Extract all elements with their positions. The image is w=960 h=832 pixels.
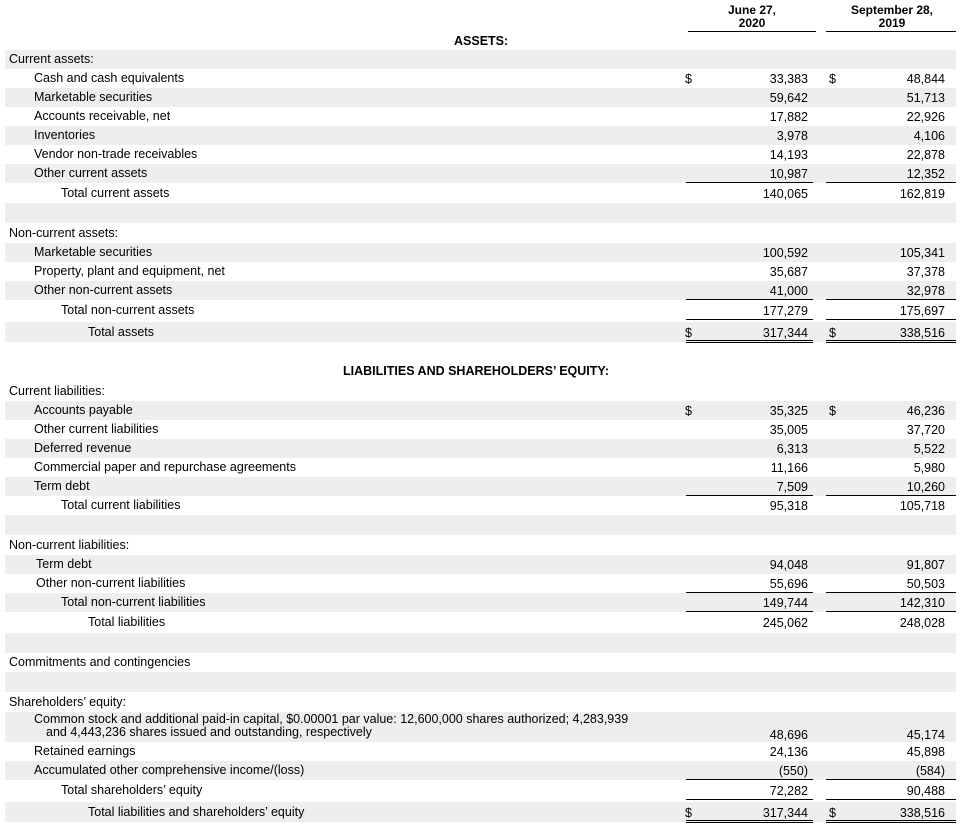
value-june-2020: 177,279 xyxy=(762,304,808,318)
total-double-underline xyxy=(686,820,813,823)
table-row xyxy=(5,281,956,300)
table-row xyxy=(5,458,956,477)
table-row xyxy=(5,653,956,672)
row-label: Total liabilities xyxy=(88,615,166,629)
row-label: Commitments and contingencies xyxy=(9,655,191,669)
table-row xyxy=(5,496,956,515)
table-row xyxy=(5,555,956,574)
row-label: Deferred revenue xyxy=(34,441,132,455)
value-june-2020: 6,313 xyxy=(776,442,808,456)
table-row xyxy=(5,164,956,183)
row-label-continued: and 4,443,236 shares issued and outstanding, respectively xyxy=(46,725,372,739)
table-row xyxy=(5,613,956,632)
currency-symbol: $ xyxy=(829,72,836,86)
value-september-2019: 5,522 xyxy=(913,442,945,456)
column-header-september-2019 xyxy=(828,4,956,30)
spacer-row xyxy=(5,203,956,223)
value-june-2020: 7,509 xyxy=(776,480,808,494)
currency-symbol: $ xyxy=(829,404,836,418)
value-september-2019: 32,978 xyxy=(906,284,945,298)
value-september-2019: 4,106 xyxy=(913,129,945,143)
value-september-2019: 248,028 xyxy=(899,616,945,630)
row-label: Other non-current assets xyxy=(34,283,173,297)
value-june-2020: 24,136 xyxy=(769,745,808,759)
row-label: Total non-current liabilities xyxy=(61,595,206,609)
subtotal-underline xyxy=(686,299,813,300)
value-june-2020: 55,696 xyxy=(769,577,808,591)
value-june-2020: 35,005 xyxy=(769,423,808,437)
value-september-2019: 37,720 xyxy=(906,423,945,437)
currency-symbol: $ xyxy=(829,806,836,820)
value-september-2019: 50,503 xyxy=(906,577,945,591)
subtotal-underline xyxy=(686,799,813,800)
column-header-line: 2020 xyxy=(738,16,766,30)
header-underline xyxy=(826,31,956,32)
value-september-2019: 5,980 xyxy=(913,461,945,475)
value-june-2020: 17,882 xyxy=(769,110,808,124)
value-june-2020: 94,048 xyxy=(769,558,808,572)
column-header-june-2020 xyxy=(690,4,814,30)
row-label: Commercial paper and repurchase agreements xyxy=(34,460,296,474)
table-row xyxy=(5,301,956,320)
table-row xyxy=(5,802,956,822)
value-september-2019: 142,310 xyxy=(899,596,945,610)
row-label: Total current assets xyxy=(61,186,170,200)
column-header-line: June 27, xyxy=(727,3,777,17)
subtotal-underline xyxy=(686,611,813,612)
row-label: Total shareholders’ equity xyxy=(61,783,203,797)
spacer-row xyxy=(5,633,956,653)
row-label: Accumulated other comprehensive income/(loss) xyxy=(34,763,305,777)
currency-symbol: $ xyxy=(685,72,692,86)
value-june-2020: 33,383 xyxy=(769,72,808,86)
value-june-2020: 149,744 xyxy=(762,596,808,610)
table-row xyxy=(5,574,956,593)
subtotal-underline xyxy=(826,611,956,612)
value-june-2020: 72,282 xyxy=(769,784,808,798)
row-label: Accounts receivable, net xyxy=(34,109,171,123)
row-label: Accounts payable xyxy=(34,403,133,417)
value-september-2019: 338,516 xyxy=(899,326,945,340)
row-label: Term debt xyxy=(34,479,90,493)
value-september-2019: 37,378 xyxy=(906,265,945,279)
row-label: Non-current assets: xyxy=(9,226,119,240)
row-label: Marketable securities xyxy=(34,245,153,259)
table-row xyxy=(5,69,956,88)
row-label: Retained earnings xyxy=(34,744,136,758)
value-june-2020: 11,166 xyxy=(770,461,808,475)
table-row xyxy=(5,761,956,780)
value-september-2019: 175,697 xyxy=(899,304,945,318)
value-september-2019: 162,819 xyxy=(899,187,945,201)
header-underline xyxy=(688,31,816,32)
row-label: Inventories xyxy=(34,128,96,142)
value-june-2020: 95,318 xyxy=(769,499,808,513)
value-june-2020: 59,642 xyxy=(769,91,808,105)
table-row xyxy=(5,536,956,555)
subtotal-underline xyxy=(826,299,956,300)
table-row xyxy=(5,382,956,401)
table-row xyxy=(5,184,956,203)
value-september-2019: 12,352 xyxy=(906,167,945,181)
value-september-2019: 91,807 xyxy=(906,558,945,572)
table-row xyxy=(5,401,956,420)
value-september-2019: 90,488 xyxy=(906,784,945,798)
row-label: Current liabilities: xyxy=(9,384,105,398)
total-double-underline xyxy=(826,820,956,823)
value-june-2020: 140,065 xyxy=(762,187,808,201)
subtotal-underline xyxy=(686,779,813,780)
value-september-2019: 46,236 xyxy=(906,404,945,418)
row-label: Other current assets xyxy=(34,166,148,180)
section-title-liabilities: LIABILITIES AND SHAREHOLDERS’ EQUITY: xyxy=(343,364,609,378)
subtotal-underline xyxy=(826,799,956,800)
value-june-2020: 317,344 xyxy=(762,806,808,820)
currency-symbol: $ xyxy=(685,404,692,418)
table-row xyxy=(5,593,956,612)
column-header-line: September 28, xyxy=(850,3,934,17)
spacer-row xyxy=(5,672,956,692)
row-label: Current assets: xyxy=(9,52,94,66)
subtotal-underline xyxy=(686,182,813,183)
spacer-row xyxy=(5,515,956,535)
value-june-2020: 35,687 xyxy=(769,265,808,279)
value-september-2019: 22,926 xyxy=(906,110,945,124)
table-row xyxy=(5,88,956,107)
table-row xyxy=(5,145,956,164)
table-row xyxy=(5,439,956,458)
value-june-2020: 100,592 xyxy=(762,246,808,260)
table-row xyxy=(5,742,956,761)
value-september-2019: 22,878 xyxy=(906,148,945,162)
row-label: Non-current liabilities: xyxy=(9,538,130,552)
table-row xyxy=(5,322,956,342)
row-label: Total current liabilities xyxy=(61,498,181,512)
value-june-2020: 245,062 xyxy=(762,616,808,630)
table-row xyxy=(5,693,956,712)
row-label: Total assets xyxy=(88,325,155,339)
value-september-2019: 45,174 xyxy=(906,728,945,742)
section-title-assets: ASSETS: xyxy=(454,34,509,48)
table-row xyxy=(5,126,956,145)
table-row xyxy=(5,243,956,262)
value-june-2020: 3,978 xyxy=(776,129,808,143)
currency-symbol: $ xyxy=(685,806,692,820)
value-june-2020: 35,325 xyxy=(769,404,808,418)
value-june-2020: 317,344 xyxy=(762,326,808,340)
value-september-2019: 105,718 xyxy=(899,499,945,513)
value-june-2020: 10,987 xyxy=(769,167,808,181)
row-label: Other non-current liabilities xyxy=(36,576,186,590)
table-row xyxy=(5,712,956,742)
row-label: Other current liabilities xyxy=(34,422,159,436)
row-label: Total non-current assets xyxy=(61,303,195,317)
value-september-2019: (584) xyxy=(915,764,945,778)
value-june-2020: 48,696 xyxy=(769,728,808,742)
value-september-2019: 338,516 xyxy=(899,806,945,820)
row-label: Term debt xyxy=(36,557,92,571)
table-row xyxy=(5,50,956,69)
table-row xyxy=(5,781,956,800)
value-june-2020: 41,000 xyxy=(769,284,808,298)
subtotal-underline xyxy=(686,319,813,320)
row-label: Shareholders’ equity: xyxy=(9,695,126,709)
currency-symbol: $ xyxy=(685,326,692,340)
value-september-2019: 48,844 xyxy=(906,72,945,86)
row-label: Property, plant and equipment, net xyxy=(34,264,225,278)
row-label: Common stock and additional paid-in capital, $0.00001 par value: 12,600,000 shares authorized; 4,283,939 xyxy=(34,712,629,726)
subtotal-underline xyxy=(826,779,956,780)
subtotal-underline xyxy=(826,319,956,320)
subtotal-underline xyxy=(826,182,956,183)
value-september-2019: 10,260 xyxy=(906,480,945,494)
spacer-row xyxy=(5,342,956,362)
value-september-2019: 51,713 xyxy=(906,91,945,105)
table-row xyxy=(5,262,956,281)
table-row xyxy=(5,420,956,439)
value-june-2020: 14,193 xyxy=(769,148,808,162)
row-label: Vendor non-trade receivables xyxy=(34,147,198,161)
table-row xyxy=(5,224,956,243)
value-september-2019: 105,341 xyxy=(899,246,945,260)
value-september-2019: 45,898 xyxy=(906,745,945,759)
row-label: Marketable securities xyxy=(34,90,153,104)
row-label: Total liabilities and shareholders’ equity xyxy=(88,805,305,819)
currency-symbol: $ xyxy=(829,326,836,340)
column-header-line: 2019 xyxy=(878,16,906,30)
table-row xyxy=(5,107,956,126)
value-june-2020: (550) xyxy=(778,764,808,778)
table-row xyxy=(5,477,956,496)
row-label: Cash and cash equivalents xyxy=(34,71,185,85)
